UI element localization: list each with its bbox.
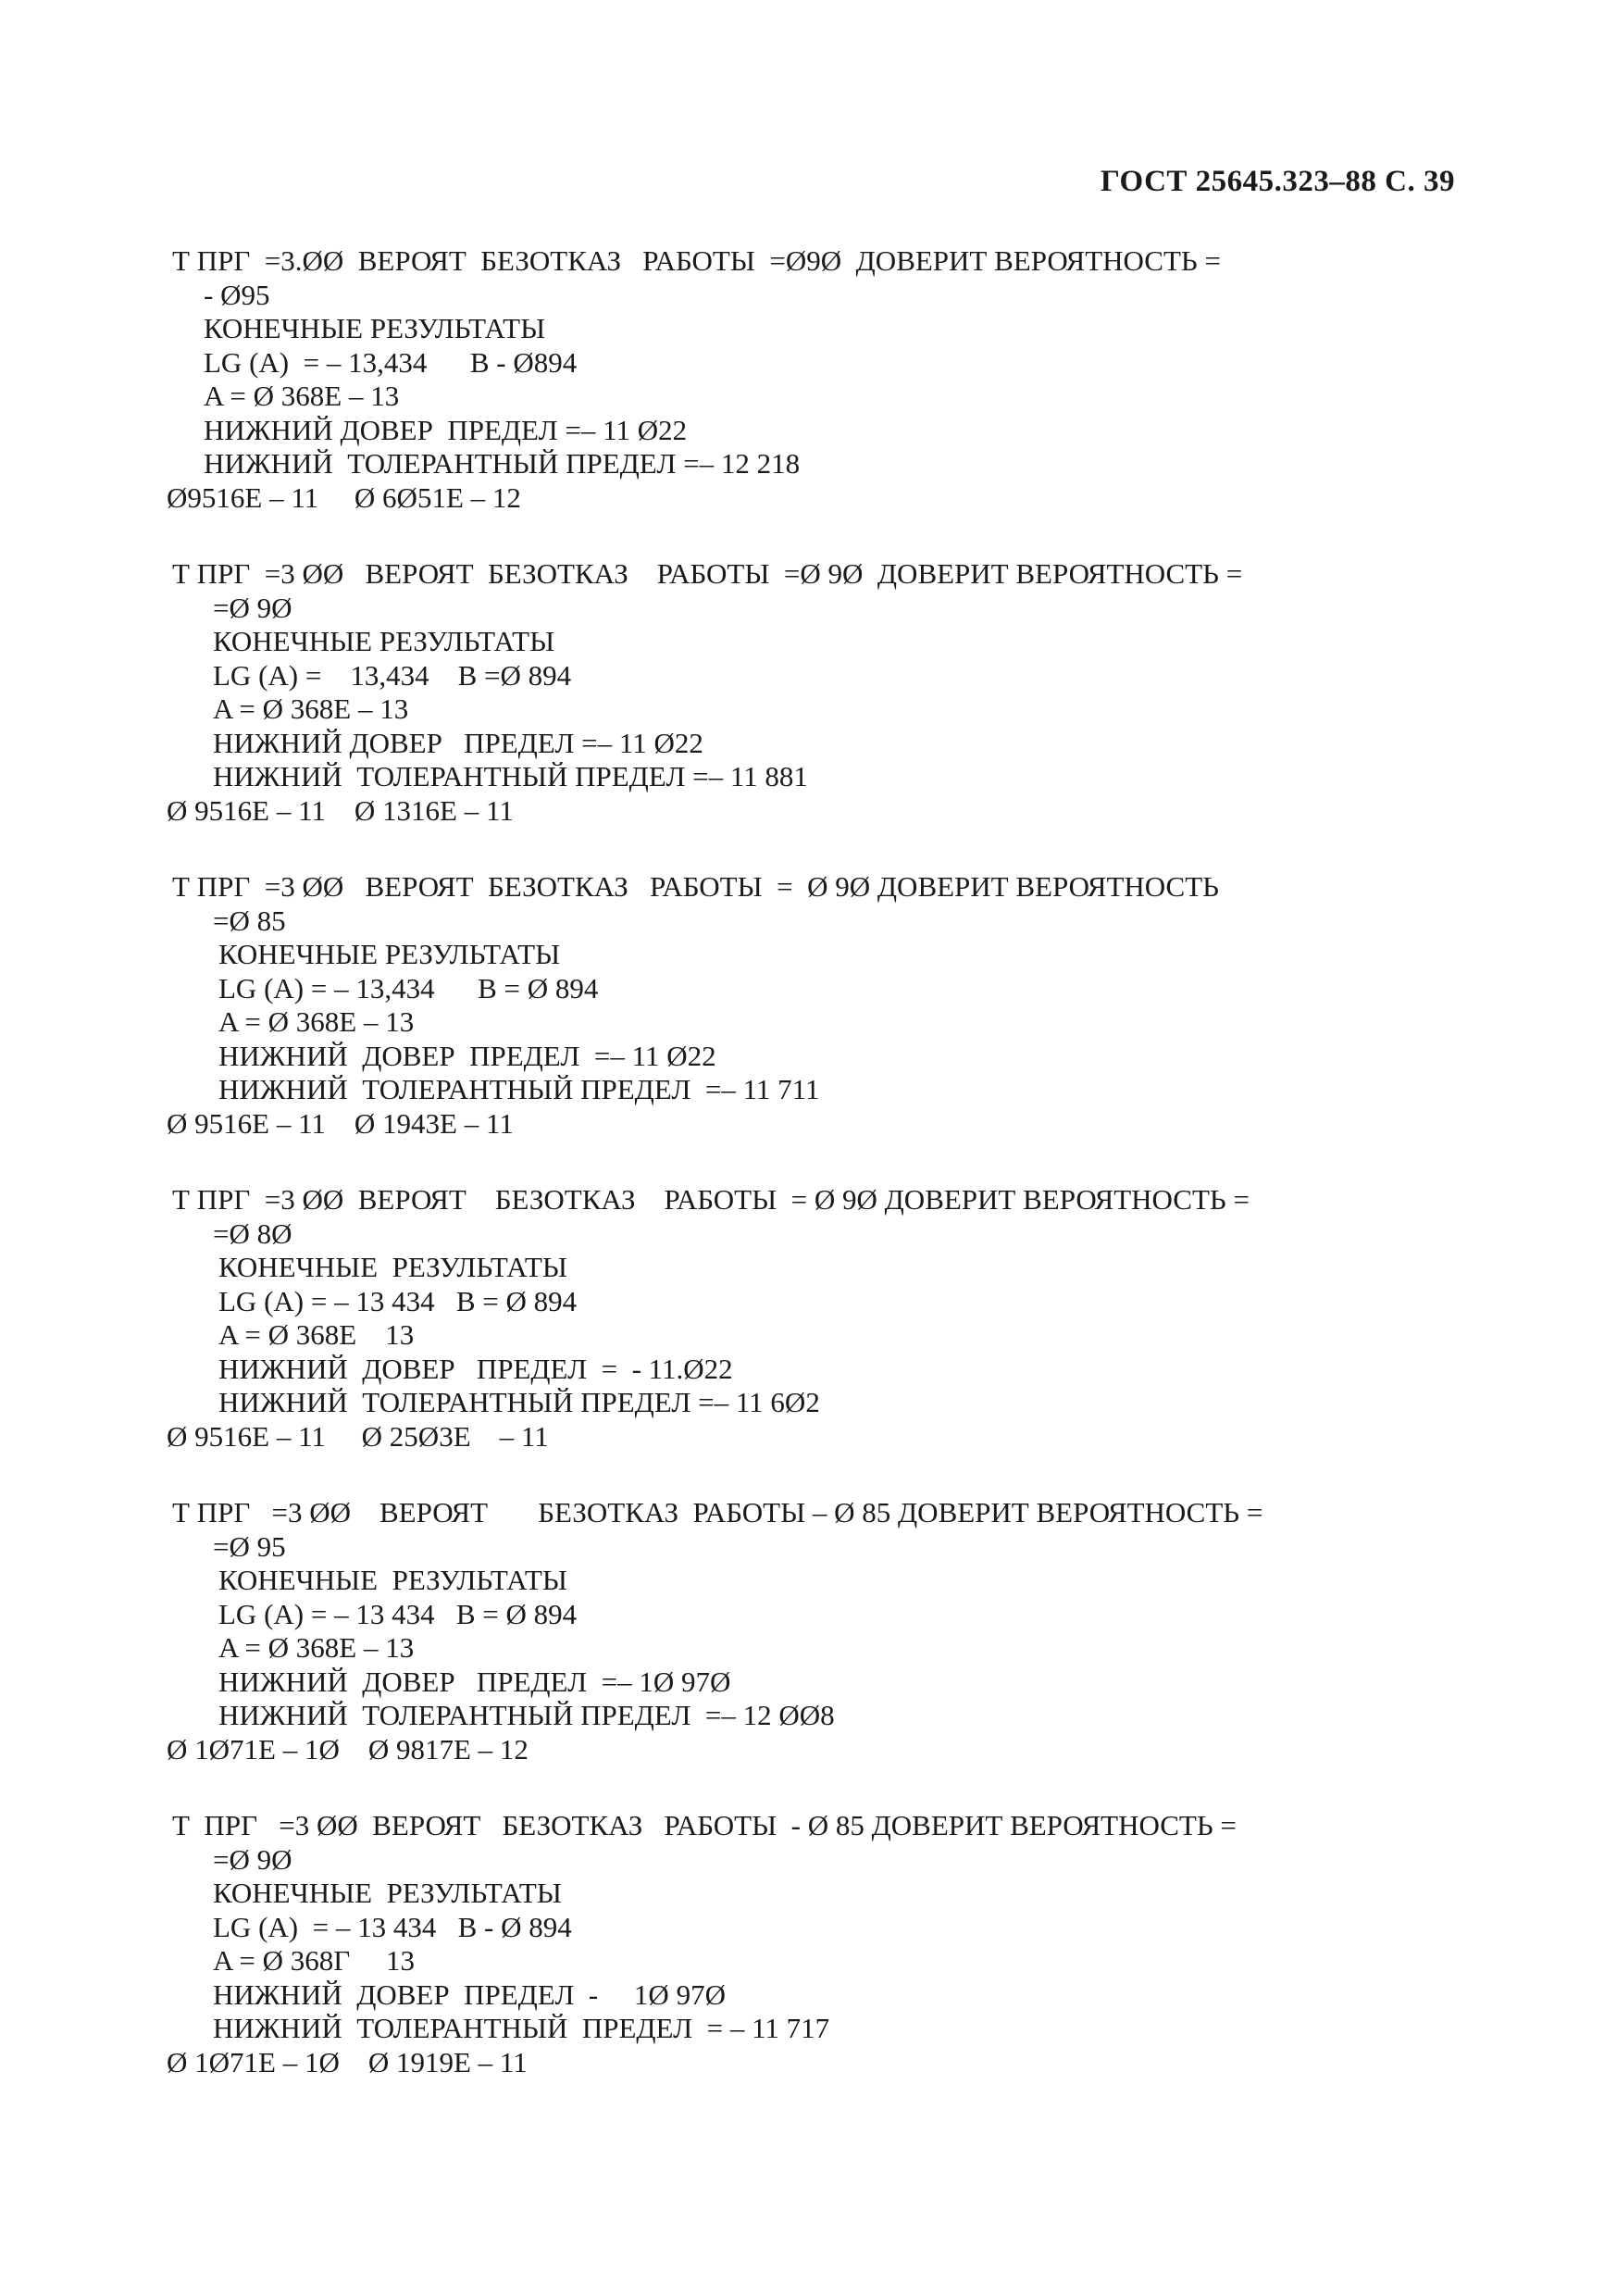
result-values: Ø 9516E – 11 Ø 25Ø3E – 11 bbox=[167, 1419, 549, 1453]
page-header: ГОСТ 25645.323–88 С. 39 bbox=[1100, 165, 1455, 198]
params-continuation: =Ø 9Ø bbox=[213, 1842, 292, 1876]
params-line: Т ПРГ =3 ØØ ВЕРОЯТ БЕЗОТКАЗ РАБОТЫ – Ø 85 ДОВЕРИТ ВЕРОЯТНОСТЬ = bbox=[172, 1496, 1263, 1529]
lower-tolerance-limit: НИЖНИЙ ТОЛЕРАНТНЫЙ ПРЕДЕЛ =– 12 ØØ8 bbox=[218, 1699, 835, 1731]
params-continuation: - Ø95 bbox=[204, 278, 270, 311]
result-values: Ø 1Ø71E – 1Ø Ø 1919E – 11 bbox=[167, 2045, 528, 2078]
params-line: Т ПРГ =3.ØØ ВЕРОЯТ БЕЗОТКАЗ РАБОТЫ =Ø9Ø ДОВЕРИТ ВЕРОЯТНОСТЬ = bbox=[172, 244, 1221, 277]
final-results-title: КОНЕЧНЫЕ РЕЗУЛЬТАТЫ bbox=[204, 312, 546, 344]
lower-confidence-limit: НИЖНИЙ ДОВЕР ПРЕДЕЛ - 1Ø 97Ø bbox=[213, 1978, 726, 2011]
result-values: Ø 9516E – 11 Ø 1943E – 11 bbox=[167, 1106, 514, 1140]
params-continuation: =Ø 85 bbox=[213, 904, 286, 937]
final-results-title: КОНЕЧНЫЕ РЕЗУЛЬТАТЫ bbox=[218, 1564, 567, 1596]
a-value-line: A = Ø 368E – 13 bbox=[213, 693, 409, 725]
a-value-line: A = Ø 368E – 13 bbox=[204, 380, 400, 412]
lower-confidence-limit: НИЖНИЙ ДОВЕР ПРЕДЕЛ =– 11 Ø22 bbox=[218, 1039, 716, 1072]
lower-tolerance-limit: НИЖНИЙ ТОЛЕРАНТНЫЙ ПРЕДЕЛ =– 12 218 bbox=[204, 447, 801, 480]
params-continuation: =Ø 8Ø bbox=[213, 1217, 292, 1250]
lower-tolerance-limit: НИЖНИЙ ТОЛЕРАНТНЫЙ ПРЕДЕЛ = – 11 717 bbox=[213, 2012, 830, 2044]
lower-confidence-limit: НИЖНИЙ ДОВЕР ПРЕДЕЛ = - 11.Ø22 bbox=[218, 1352, 733, 1385]
result-block-4 bbox=[167, 1183, 1468, 1454]
params-line: Т ПРГ =3 ØØ ВЕРОЯТ БЕЗОТКАЗ РАБОТЫ = Ø 9Ø ДОВЕРИТ ВЕРОЯТНОСТЬ bbox=[172, 870, 1219, 903]
params-continuation: =Ø 95 bbox=[213, 1529, 286, 1563]
lg-a-line: LG (A) = 13,434 B =Ø 894 bbox=[213, 658, 572, 692]
params-line: Т ПРГ =3 ØØ ВЕРОЯТ БЕЗОТКАЗ РАБОТЫ - Ø 85 ДОВЕРИТ ВЕРОЯТНОСТЬ = bbox=[172, 1809, 1237, 1841]
lower-tolerance-limit: НИЖНИЙ ТОЛЕРАНТНЫЙ ПРЕДЕЛ =– 11 881 bbox=[213, 760, 808, 792]
a-value-line: A = Ø 368Г 13 bbox=[213, 1944, 415, 1977]
result-values: Ø 1Ø71E – 1Ø Ø 9817E – 12 bbox=[167, 1732, 529, 1766]
final-results-title: КОНЕЧНЫЕ РЕЗУЛЬТАТЫ bbox=[213, 625, 555, 657]
result-values: Ø9516E – 11 Ø 6Ø51E – 12 bbox=[167, 480, 521, 514]
final-results-title: КОНЕЧНЫЕ РЕЗУЛЬТАТЫ bbox=[213, 1877, 562, 1909]
a-value-line: A = Ø 368E – 13 bbox=[218, 1631, 415, 1664]
a-value-line: A = Ø 368E – 13 bbox=[218, 1005, 415, 1038]
lower-confidence-limit: НИЖНИЙ ДОВЕР ПРЕДЕЛ =– 1Ø 97Ø bbox=[218, 1665, 731, 1698]
lower-confidence-limit: НИЖНИЙ ДОВЕР ПРЕДЕЛ =– 11 Ø22 bbox=[213, 726, 703, 759]
lg-a-line: LG (A) = – 13,434 B = Ø 894 bbox=[218, 971, 599, 1004]
final-results-title: КОНЕЧНЫЕ РЕЗУЛЬТАТЫ bbox=[218, 938, 561, 970]
lg-a-line: LG (A) = – 13,434 B - Ø894 bbox=[204, 345, 578, 379]
lg-a-line: LG (A) = – 13 434 B - Ø 894 bbox=[213, 1910, 572, 1943]
params-continuation: =Ø 9Ø bbox=[213, 591, 292, 624]
result-block-1 bbox=[167, 244, 1468, 515]
params-line: Т ПРГ =3 ØØ ВЕРОЯТ БЕЗОТКАЗ РАБОТЫ =Ø 9Ø ДОВЕРИТ ВЕРОЯТНОСТЬ = bbox=[172, 557, 1243, 590]
result-block-5 bbox=[167, 1496, 1468, 1766]
lower-confidence-limit: НИЖНИЙ ДОВЕР ПРЕДЕЛ =– 11 Ø22 bbox=[204, 413, 688, 446]
result-block-2 bbox=[167, 557, 1468, 828]
lower-tolerance-limit: НИЖНИЙ ТОЛЕРАНТНЫЙ ПРЕДЕЛ =– 11 711 bbox=[218, 1073, 820, 1105]
result-block-6 bbox=[167, 1809, 1468, 2079]
lower-tolerance-limit: НИЖНИЙ ТОЛЕРАНТНЫЙ ПРЕДЕЛ =– 11 6Ø2 bbox=[218, 1386, 820, 1418]
lg-a-line: LG (A) = – 13 434 B = Ø 894 bbox=[218, 1597, 578, 1630]
result-values: Ø 9516E – 11 Ø 1316E – 11 bbox=[167, 793, 514, 827]
params-line: Т ПРГ =3 ØØ ВЕРОЯТ БЕЗОТКАЗ РАБОТЫ = Ø 9Ø ДОВЕРИТ ВЕРОЯТНОСТЬ = bbox=[172, 1183, 1250, 1216]
a-value-line: A = Ø 368E 13 bbox=[218, 1318, 415, 1351]
lg-a-line: LG (A) = – 13 434 B = Ø 894 bbox=[218, 1284, 578, 1317]
result-block-3 bbox=[167, 870, 1468, 1141]
final-results-title: КОНЕЧНЫЕ РЕЗУЛЬТАТЫ bbox=[218, 1251, 567, 1283]
